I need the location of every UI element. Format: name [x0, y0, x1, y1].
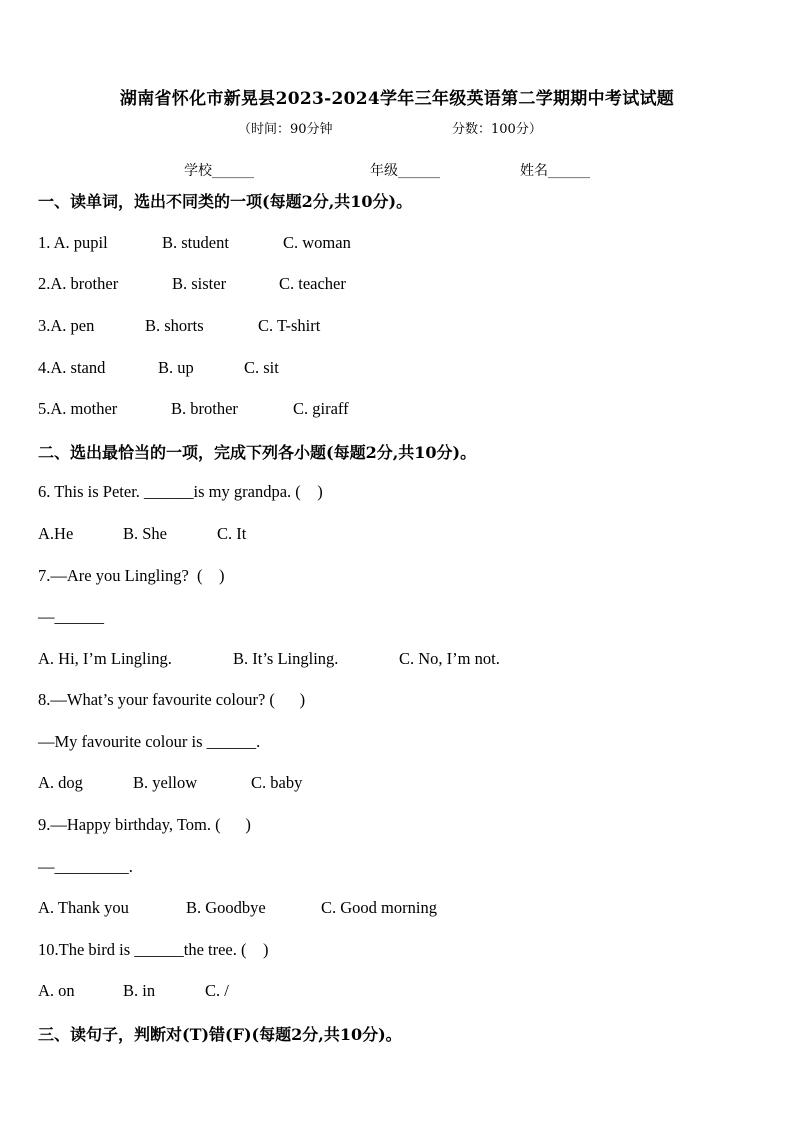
- q7-option-b: B. It’s Lingling.: [233, 649, 339, 668]
- q6-option-a: A.He: [38, 524, 74, 543]
- q8-stem: 8.—What’s your favourite colour? ( ): [38, 690, 306, 709]
- q10-option-c: C. /: [205, 981, 229, 1000]
- name-field: 姓名______: [520, 163, 590, 179]
- q5-option-c: C. giraff: [293, 399, 349, 418]
- q5-option-a: 5.A. mother: [38, 399, 118, 418]
- q4-option-c: C. sit: [244, 358, 279, 377]
- q10-stem: 10.The bird is ______the tree. ( ): [38, 940, 269, 959]
- q5-option-b: B. brother: [171, 399, 238, 418]
- q8-option-b: B. yellow: [133, 773, 198, 792]
- q9-option-a: A. Thank you: [38, 898, 129, 917]
- q3-option-c: C. T-shirt: [258, 316, 321, 335]
- q7-option-c: C. No, I’m not.: [399, 649, 500, 668]
- q6-option-c: C. It: [217, 524, 247, 543]
- q9-answer-blank: —_________.: [38, 857, 133, 876]
- section-1-heading: 一、读单词，选出不同类的一项(每题2分,共10分)。: [38, 192, 413, 211]
- q1-option-c: C. woman: [283, 233, 351, 252]
- q2-option-c: C. teacher: [279, 274, 346, 293]
- grade-field: 年级______: [370, 163, 440, 179]
- q2-option-a: 2.A. brother: [38, 274, 119, 293]
- q7-stem: 7.—Are you Lingling? ( ): [38, 566, 225, 585]
- q7-option-a: A. Hi, I’m Lingling.: [38, 649, 172, 668]
- q9-stem: 9.—Happy birthday, Tom. ( ): [38, 815, 251, 834]
- q3-option-a: 3.A. pen: [38, 316, 95, 335]
- q9-option-b: B. Goodbye: [186, 898, 266, 917]
- q10-option-b: B. in: [123, 981, 156, 1000]
- exam-title: 湖南省怀化市新晃县2023-2024学年三年级英语第二学期期中考试试题: [119, 89, 675, 109]
- q3-option-b: B. shorts: [145, 316, 204, 335]
- q6-option-b: B. She: [123, 524, 168, 543]
- exam-score: 分数：100分）: [452, 122, 542, 137]
- q7-answer-blank: —______: [38, 607, 104, 626]
- q8-answer-line: —My favourite colour is ______.: [38, 732, 261, 751]
- q8-option-a: A. dog: [38, 773, 83, 792]
- exam-time: （时间：90分钟: [238, 122, 333, 137]
- q9-option-c: C. Good morning: [321, 898, 437, 917]
- section-3-heading: 三、读句子，判断对(T)错(F)(每题2分,共10分)。: [38, 1025, 402, 1044]
- q1-option-b: B. student: [162, 233, 229, 252]
- q2-option-b: B. sister: [172, 274, 227, 293]
- section-2-heading: 二、选出最恰当的一项，完成下列各小题(每题2分,共10分)。: [38, 443, 477, 462]
- q10-option-a: A. on: [38, 981, 75, 1000]
- q4-option-a: 4.A. stand: [38, 358, 106, 377]
- q8-option-c: C. baby: [251, 773, 303, 792]
- q6-stem: 6. This is Peter. ______is my grandpa. ( ): [38, 482, 323, 501]
- school-field: 学校______: [184, 163, 254, 179]
- q4-option-b: B. up: [158, 358, 194, 377]
- q1-option-a: 1. A. pupil: [38, 233, 108, 252]
